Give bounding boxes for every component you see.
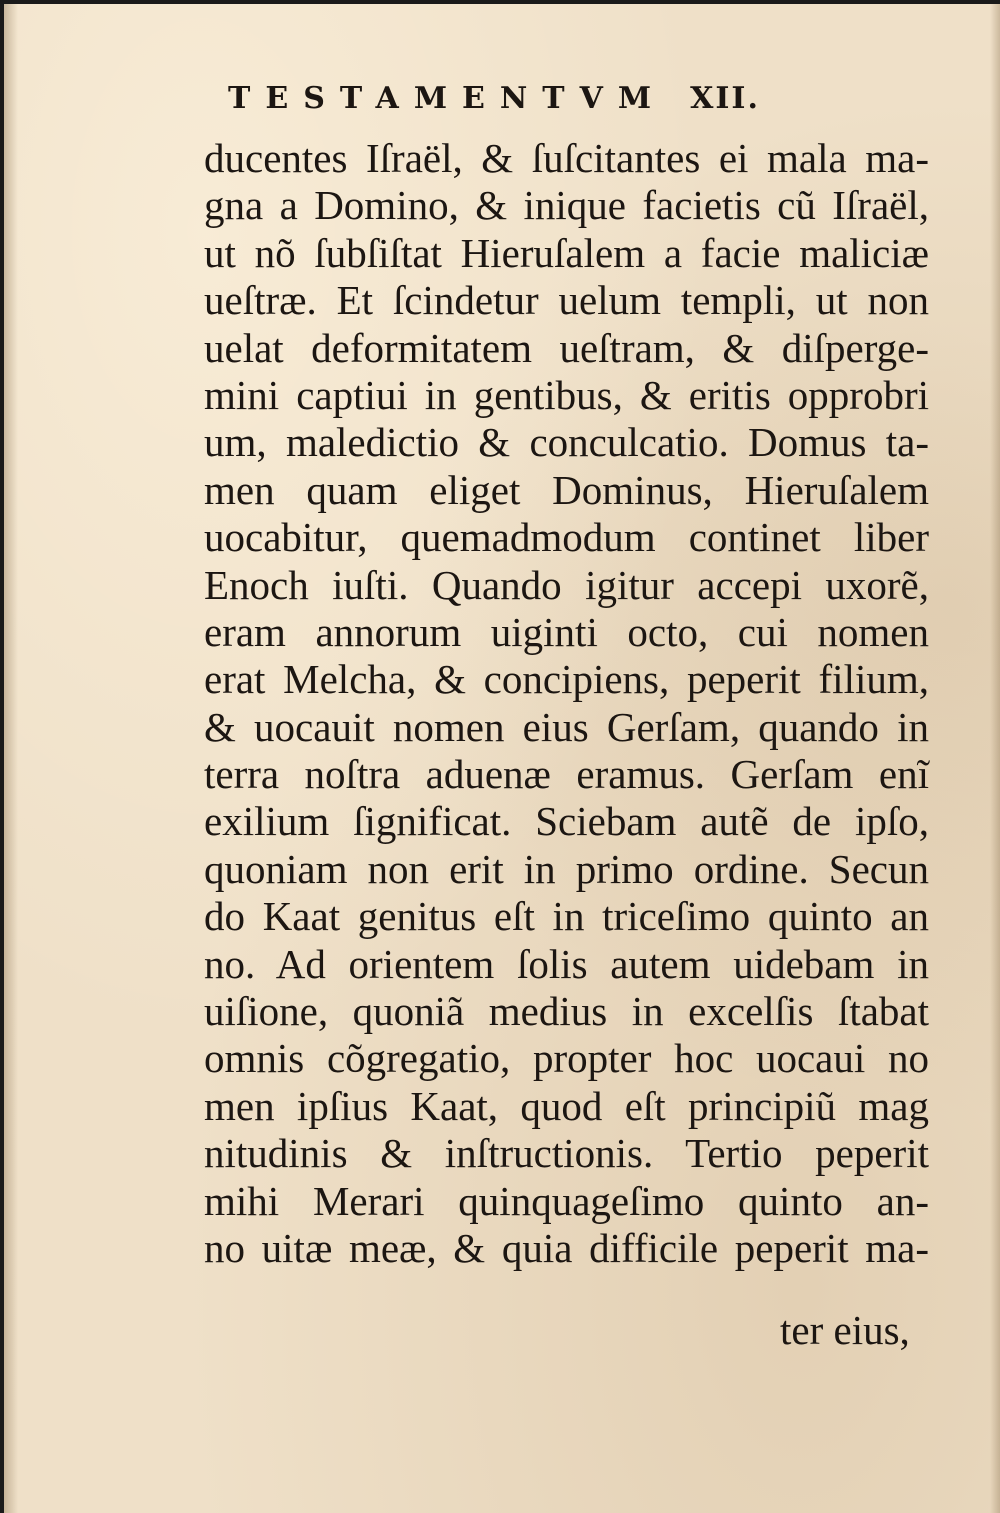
text-line: no uitæ meæ, & quia difficile peperit ma- [204, 1224, 929, 1271]
running-title: TESTAMENTVM [228, 80, 667, 116]
text-line: eram annorum uiginti octo, cui nomen [204, 608, 929, 655]
text-line: ducentes Iſraël, & ſuſcitantes ei mala ma- [204, 135, 929, 181]
text-line: ut nõ ſubſiſtat Hieruſalem a facie maliciæ [204, 229, 929, 276]
text-line: um, maledictio & conculcatio. Domus ta- [204, 419, 929, 466]
text-line: omnis cõgregatio, propter hoc uocaui no [204, 1035, 929, 1082]
page-header [228, 74, 908, 122]
text-line: men quam eliget Dominus, Hieruſalem [204, 466, 929, 513]
text-line: uocabitur, quemadmodum continet liber [204, 514, 929, 561]
text-line: exilium ſignificat. Sciebam autẽ de ipſo, [204, 798, 929, 845]
text-line: gna a Domino, & inique facietis cũ Iſraël, [204, 182, 929, 229]
text-line: erat Melcha, & concipiens, peperit filium, [204, 656, 929, 703]
text-line: mihi Merari quinquageſimo quinto an- [204, 1177, 929, 1224]
text-line: no. Ad orientem ſolis autem uidebam in [204, 940, 929, 987]
text-line: uiſione, quoniã medius in excelſis ſtabat [204, 988, 929, 1035]
book-page [4, 4, 1000, 1513]
text-line: Enoch iuſti. Quando igitur accepi uxorẽ, [204, 561, 929, 608]
folio-number: XII. [690, 80, 760, 116]
text-line: do Kaat genitus eſt in triceſimo quinto an [204, 893, 929, 940]
text-line: uelat deformitatem ueſtram, & diſperge- [204, 324, 929, 371]
text-line: quoniam non erit in primo ordine. Secun [204, 845, 929, 892]
text-line: men ipſius Kaat, quod eſt principiũ mag [204, 1082, 929, 1129]
text-line: terra noſtra aduenæ eramus. Gerſam enĩ [204, 751, 929, 798]
page-edge-shadow-left [4, 4, 18, 1513]
body-text [204, 135, 929, 1272]
page-edge-shadow-right [990, 4, 1000, 1513]
text-line: & uocauit nomen eius Gerſam, quando in [204, 703, 929, 750]
text-line: ueſtræ. Et ſcindetur uelum templi, ut non [204, 277, 929, 324]
text-line: mini captiui in gentibus, & eritis opprobri [204, 371, 929, 418]
catchword: ter eius, [780, 1307, 910, 1353]
text-line: nitudinis & inſtructionis. Tertio peperit [204, 1130, 929, 1177]
